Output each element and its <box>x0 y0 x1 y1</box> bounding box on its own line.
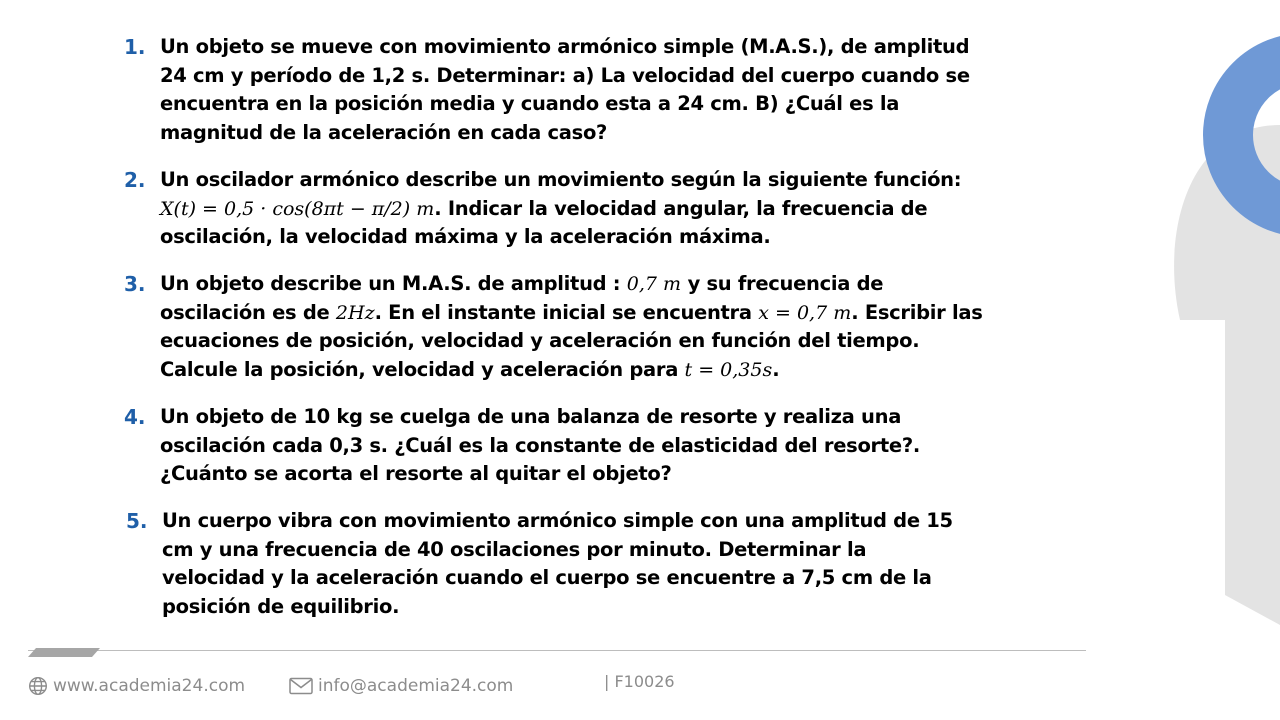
footer-divider <box>28 650 1086 651</box>
problem-text <box>160 270 1090 384</box>
problem-line: ¿Cuánto se acorta el resorte al quitar el objeto? <box>160 462 672 485</box>
envelope-icon <box>289 677 313 695</box>
email-link[interactable] <box>289 675 513 697</box>
problem-line <box>160 270 1090 299</box>
problem-line-text: . Escribir las <box>851 300 983 324</box>
decorative-shapes <box>1170 0 1280 720</box>
problem-line <box>160 299 1090 328</box>
problem-text <box>160 166 1090 252</box>
problem-line: magnitud de la aceleración en cada caso? <box>160 120 608 144</box>
problem-line-text: Calcule la posición, velocidad y aceleración para <box>160 357 685 381</box>
problem-line: velocidad y la aceleración cuando el cuerpo se encuentre a 7,5 cm de la <box>162 566 932 589</box>
footer-accent-tab <box>28 648 100 657</box>
problem-number: 1. <box>124 35 146 59</box>
problem-line-text: . <box>772 357 780 381</box>
formula: t = 0,35s <box>684 358 773 381</box>
formula: x = 0,7 m <box>758 301 852 324</box>
formula: 2Hz <box>335 301 375 324</box>
problem-number: 5. <box>126 509 148 533</box>
problem-line: encuentra en la posición media y cuando esta a 24 cm. B) ¿Cuál es la <box>160 92 900 115</box>
problem-text <box>160 403 1090 489</box>
problem-line: 24 cm y período de 1,2 s. Determinar: a) La velocidad del cuerpo cuando se <box>160 63 970 87</box>
globe-icon <box>28 676 48 696</box>
problem-line <box>160 356 1090 385</box>
problem-line: Un cuerpo vibra con movimiento armónico simple con una amplitud de 15 <box>162 509 953 532</box>
website-link[interactable] <box>28 675 245 697</box>
problem-line-text: oscilación es de <box>160 300 336 324</box>
problem-number: 3. <box>124 272 146 296</box>
problem-line: cm y una frecuencia de 40 oscilaciones por minuto. Determinar la <box>162 537 867 561</box>
problem-number: 2. <box>124 168 146 192</box>
problem-text <box>162 507 1092 621</box>
formula: 0,7 m <box>626 273 682 295</box>
problem-line: oscilación, la velocidad máxima y la aceleración máxima. <box>160 225 771 248</box>
problem-line: Un oscilador armónico describe un movimiento según la siguiente función: <box>160 168 962 191</box>
problem-line-text: Un objeto describe un M.A.S. de amplitud : <box>160 272 627 295</box>
document-code: | F10026 <box>604 672 675 691</box>
formula: X(t) = 0,5 · cos(8πt − π/2) m <box>160 197 435 220</box>
problem-line <box>160 195 1090 224</box>
problem-line-text: y su frecuencia de <box>681 272 884 295</box>
problem-line: posición de equilibrio. <box>162 594 400 618</box>
problem-line: Un objeto se mueve con movimiento armónico simple (M.A.S.), de amplitud <box>160 35 970 58</box>
problem-line-text: . En el instante inicial se encuentra <box>374 300 759 324</box>
problem-line: Un objeto de 10 kg se cuelga de una balanza de resorte y realiza una <box>160 405 902 428</box>
problem-text <box>160 33 1090 147</box>
problem-line: oscilación cada 0,3 s. ¿Cuál es la constante de elasticidad del resorte?. <box>160 433 920 457</box>
problem-number: 4. <box>124 405 146 429</box>
problem-line: ecuaciones de posición, velocidad y aceleración en función del tiempo. <box>160 329 920 352</box>
problem-line-text: . Indicar la velocidad angular, la frecuencia de <box>434 196 928 220</box>
website-text: www.academia24.com <box>53 676 246 696</box>
email-text: info@academia24.com <box>318 676 514 696</box>
